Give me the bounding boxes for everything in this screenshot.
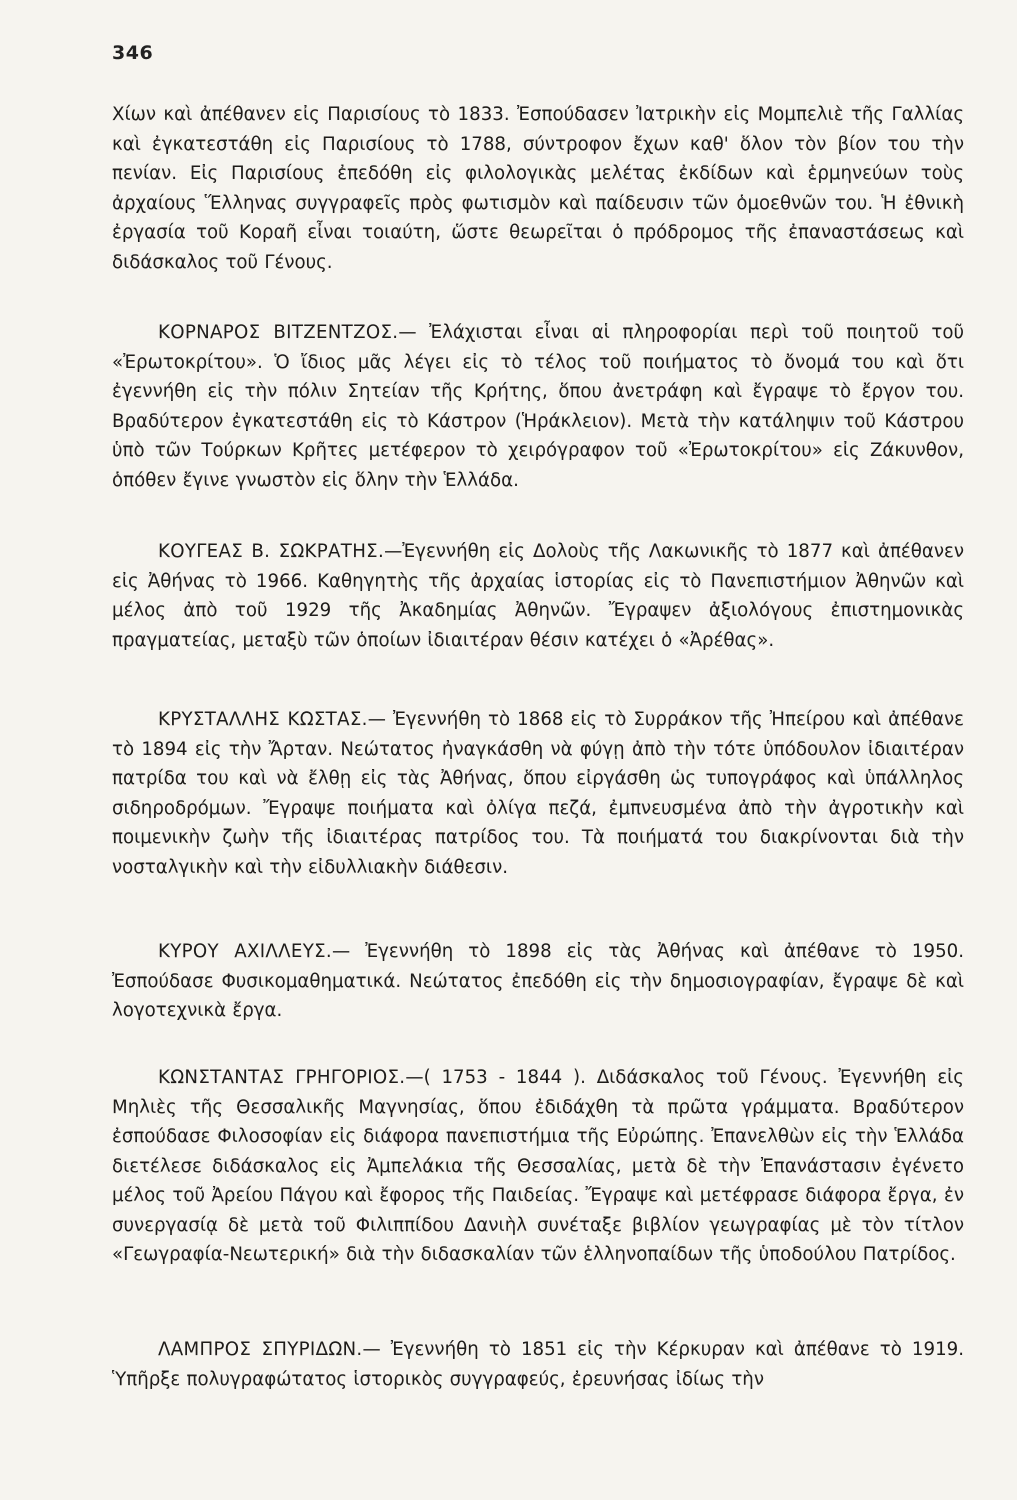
entry-heading: ΚΟΥΓΕΑΣ Β. ΣΩΚΡΑΤΗΣ. xyxy=(158,541,385,562)
intro-text: Χίων καὶ ἀπέθανεν εἰς Παρισίους τὸ 1833. Ἐσπούδασεν Ἰατρικὴν εἰς Μομπελιὲ τῆς Γαλλίας καὶ ἐγκατεστάθη εἰς Παρισίους τὸ 1788, σύντροφον ἔχων καθ' ὅλον τὸν βίον του τὴν πενίαν. Εἰς Παρισίους ἐπεδόθη εἰς φιλολογικὰς μελέτας ἐκδίδων καὶ ἑρμηνεύων τοὺς ἀρχαίους Ἕλληνας συγγραφεῖς πρὸς φωτισμὸν καὶ παίδευσιν τῶν ὁμοεθνῶν του. Ἡ ἐθνικὴ ἐργασία τοῦ Κοραῆ εἶναι τοιαύτη, ὥστε θεωρεῖται ὁ πρόδρομος τῆς ἐπαναστάσεως καὶ διδάσκαλος τοῦ Γένους. xyxy=(112,104,964,273)
entry-paragraph xyxy=(112,937,964,1026)
entry-body: —Ἐγεννήθη εἰς Δολοὺς τῆς Λακωνικῆς τὸ 1877 καὶ ἀπέθανεν εἰς Ἀθήνας τὸ 1966. Καθηγητὴς τῆς ἀρχαίας ἱστορίας εἰς τὸ Πανεπιστήμιον Ἀθηνῶν καὶ μέλος ἀπὸ τοῦ 1929 τῆς Ἀκαδημίας Ἀθηνῶν. Ἔγραψεν ἀξιολόγους ἐπιστημονικὰς πραγματείας, μεταξὺ τῶν ὁποίων ἰδιαιτέραν θέσιν κατέχει ὁ «Ἀρέθας». xyxy=(112,541,965,651)
entry-body: — Ἐγεννήθη τὸ 1898 εἰς τὰς Ἀθήνας καὶ ἀπέθανε τὸ 1950. Ἐσπούδασε Φυσικομαθηματικά. Νεώτατος ἐπεδόθη εἰς τὴν δημοσιογραφίαν, ἔγραψε δὲ καὶ λογοτεχνικὰ ἔργα. xyxy=(112,941,965,1021)
entry-heading: ΛΑΜΠΡΟΣ ΣΠΥΡΙΔΩΝ. xyxy=(158,1339,363,1360)
entry-kyrou xyxy=(112,937,964,1026)
entry-heading: ΚΡΥΣΤΑΛΛΗΣ ΚΩΣΤΑΣ. xyxy=(158,709,368,730)
entry-paragraph xyxy=(112,318,964,495)
entry-body: —( 1753 - 1844 ). Διδάσκαλος τοῦ Γένους. Ἐγεννήθη εἰς Μηλιὲς τῆς Θεσσαλικῆς Μαγνησίας, ὅπου ἐδιδάχθη τὰ πρῶτα γράμματα. Βραδύτερον ἐσπούδασε Φιλοσοφίαν εἰς διάφορα πανεπιστήμια τῆς Εὐρώπης. Ἐπανελθὼν εἰς τὴν Ἑλλάδα διετέλεσε διδάσκαλος εἰς Ἀμπελάκια τῆς Θεσσαλίας, μετὰ δὲ τὴν Ἐπανάστασιν ἐγένετο μέλος τοῦ Ἀρείου Πάγου καὶ ἔφορος τῆς Παιδείας. Ἔγραψε καὶ μετέφρασε διάφορα ἔργα, ἐν συνεργασίᾳ δὲ μετὰ τοῦ Φιλιππίδου Δανιὴλ συνέταξε βιβλίον γεωγραφίας μὲ τὸν τίτλον «Γεωγραφία-Νεωτερική» διὰ τὴν διδασκαλίαν τῶν ἑλληνοπαίδων τῆς ὑποδούλου Πατρίδος. xyxy=(112,1067,964,1265)
entry-paragraph xyxy=(112,537,964,655)
entry-heading: ΚΩΝΣΤΑΝΤΑΣ ΓΡΗΓΟΡΙΟΣ. xyxy=(158,1067,406,1088)
entry-kornaros xyxy=(112,318,964,495)
entry-paragraph xyxy=(112,1063,964,1270)
entry-heading: ΚΟΡΝΑΡΟΣ ΒΙΤΖΕΝΤΖΟΣ. xyxy=(158,322,399,343)
entry-body: — Ἐγεννήθη τὸ 1868 εἰς τὸ Συρράκον τῆς Ἠπείρου καὶ ἀπέθανε τὸ 1894 εἰς τὴν Ἄρταν. Νεώτατος ἠναγκάσθη νὰ φύγῃ ἀπὸ τὴν τότε ὑπόδουλον ἰδιαιτέραν πατρίδα του καὶ νὰ ἔλθῃ εἰς τὰς Ἀθήνας, ὅπου εἰργάσθη ὡς τυπογράφος καὶ ὑπάλληλος σιδηροδρόμων. Ἔγραψε ποιήματα καὶ ὀλίγα πεζά, ἐμπνευσμένα ἀπὸ τὴν ἀγροτικὴν καὶ ποιμενικὴν ζωὴν τῆς ἰδιαιτέρας πατρίδος του. Τὰ ποιήματά του διακρίνονται διὰ τὴν νοσταλγικὴν καὶ τὴν εἰδυλλιακὴν διάθεσιν. xyxy=(112,709,964,878)
entry-kougeas xyxy=(112,537,964,655)
entry-krystallis xyxy=(112,705,964,882)
entry-body: — Ἐλάχισται εἶναι αἱ πληροφορίαι περὶ τοῦ ποιητοῦ τοῦ «Ἐρωτοκρίτου». Ὁ ἴδιος μᾶς λέγει εἰς τὸ τέλος τοῦ ποιήματος τὸ ὄνομά του καὶ ὅτι ἐγεννήθη εἰς τὴν πόλιν Σητείαν τῆς Κρήτης, ὅπου ἀνετράφη καὶ ἔγραψε τὸ ἔργον του. Βραδύτερον ἐγκατεστάθη εἰς τὸ Κάστρον (Ἡράκλειον). Μετὰ τὴν κατάληψιν τοῦ Κάστρου ὑπὸ τῶν Τούρκων Κρῆτες μετέφερον τὸ χειρόγραφον τοῦ «Ἐρωτοκρίτου» εἰς Ζάκυνθον, ὁπόθεν ἔγινε γνωστὸν εἰς ὅλην τὴν Ἑλλάδα. xyxy=(112,322,964,491)
entry-body: — Ἐγεννήθη τὸ 1851 εἰς τὴν Κέρκυραν καὶ ἀπέθανε τὸ 1919. Ὑπῆρξε πολυγραφώτατος ἱστορικὸς συγγραφεύς, ἐρευνήσας ἰδίως τὴν xyxy=(112,1339,964,1390)
page-number: 346 xyxy=(112,42,154,64)
entry-lampros xyxy=(112,1335,964,1394)
entry-heading: ΚΥΡΟΥ ΑΧΙΛΛΕΥΣ. xyxy=(158,941,332,962)
entry-konstantas xyxy=(112,1063,964,1270)
entry-paragraph xyxy=(112,705,964,882)
entry-paragraph xyxy=(112,1335,964,1394)
intro-paragraph xyxy=(112,100,964,277)
